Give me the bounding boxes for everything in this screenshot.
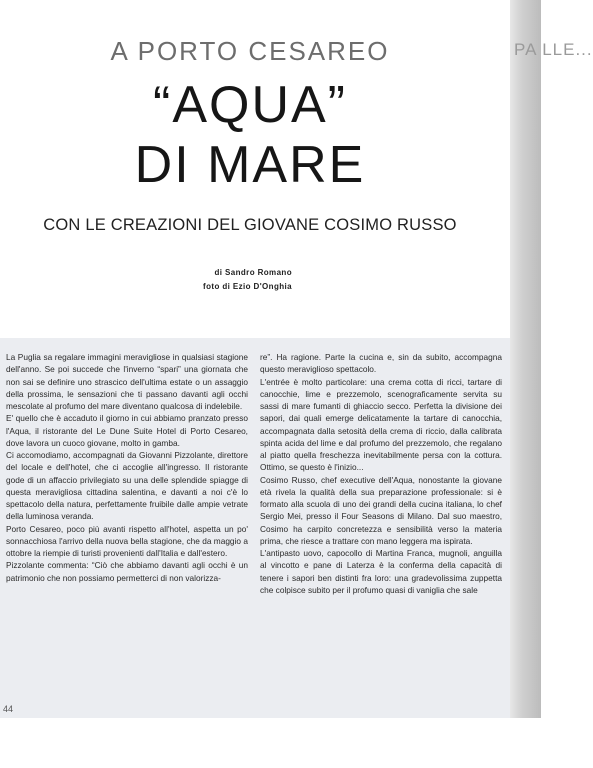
- title-line-1: “AQUA”: [153, 76, 347, 134]
- facing-page-text: PA LLE...: [514, 40, 593, 59]
- paragraph: Pizzolante commenta: “Ciò che abbiamo davanti agli occhi è un patrimonio che non possiamo permetterci di non valorizza-: [6, 560, 248, 583]
- paragraph: Cosimo Russo, chef executive dell'Aqua, nonostante la giovane età rivela la qualità della sua preparazione professionale: si è formato alla scuola di uno dei grandi della cucina italiana, lo chef Sergio Mei, presso il Four Seasons di Milano. Dal suo maestro, Cosimo ha carpito concretezza e sensibilità verso la materia prima, che riesce a trattare con mano leggera ma ispirata.: [260, 474, 502, 546]
- facing-page-edge: [510, 0, 593, 720]
- article-column-left: [6, 351, 248, 584]
- author-credit: di Sandro Romano: [214, 268, 292, 277]
- kicker: A PORTO CESAREO: [110, 36, 390, 66]
- article-column-right: [260, 351, 502, 596]
- paragraph: Porto Cesareo, poco più avanti rispetto all'hotel, aspetta un po' sonnacchiosa l'arrivo della nuova bella stagione, che da maggio a ottobre la riempie di turisti provenienti dall'Italia e dall'estero.: [6, 523, 248, 558]
- paragraph: re”. Ha ragione. Parte la cucina e, sin da subito, accompagna questo meraviglioso spettacolo.: [260, 352, 502, 375]
- paragraph: L'antipasto uovo, capocollo di Martina Franca, mugnoli, anguilla al vincotto e pane di Laterza è la conferma della capacità di tenere i sapori ben distinti fra loro: una gradevolissima zuppetta che colpisce subito per il profumo quasi di vaniglia che sale: [260, 548, 502, 595]
- paragraph: L'entrée è molto particolare: una crema cotta di ricci, tartare di canocchie, lime e prezzemolo, scenograficamente servita su sassi di mare fumanti di ghiaccio secco. Perfetta la divisione dei sapori, dai quali emerge delicatamente la tartare di canocchia, accompagnata dalla setosità della crema di riccio, dalla calibrata spinta acida del lime e dal profumo del prezzemolo, che regalano al piatto quella freschezza inevitabilmente persa con la cottura. Ottimo, se questo è l'inizio...: [260, 376, 502, 473]
- paragraph: La Puglia sa regalare immagini meravigliose in qualsiasi stagione dell'anno. Se poi succede che l'inverno “spari” una giornata che non sai se definire uno strascico dell'ultima estate o un assaggio della prossima, le sensazioni che ti passano davanti agli occhi mescolate al profumo del mare diventano qualcosa di indelebile.: [6, 352, 248, 411]
- subtitle: CON LE CREAZIONI DEL GIOVANE COSIMO RUSSO: [43, 216, 457, 234]
- photo-credit: foto di Ezio D'Onghia: [203, 282, 292, 291]
- page-number: 44: [3, 704, 14, 714]
- scan-margin: [0, 718, 541, 768]
- title-line-2: DI MARE: [134, 136, 366, 194]
- paragraph: E' quello che è accaduto il giorno in cui abbiamo pranzato presso l'Aqua, il ristorante del Le Dune Suite Hotel di Porto Cesareo, dove lavora un cuoco giovane, molto in gamba.: [6, 413, 248, 448]
- paragraph: Ci accomodiamo, accompagnati da Giovanni Pizzolante, direttore del locale e dell'hotel, che ci accoglie all'ingresso. Il ristorante gode di un affaccio privilegiato su una delle splendide spiagge di questa meravigliosa cittadina salentina, e davanti a noi c'è lo spettacolo della natura, perfettamente fruibile dalle ampie vetrate della luminosa veranda.: [6, 450, 248, 522]
